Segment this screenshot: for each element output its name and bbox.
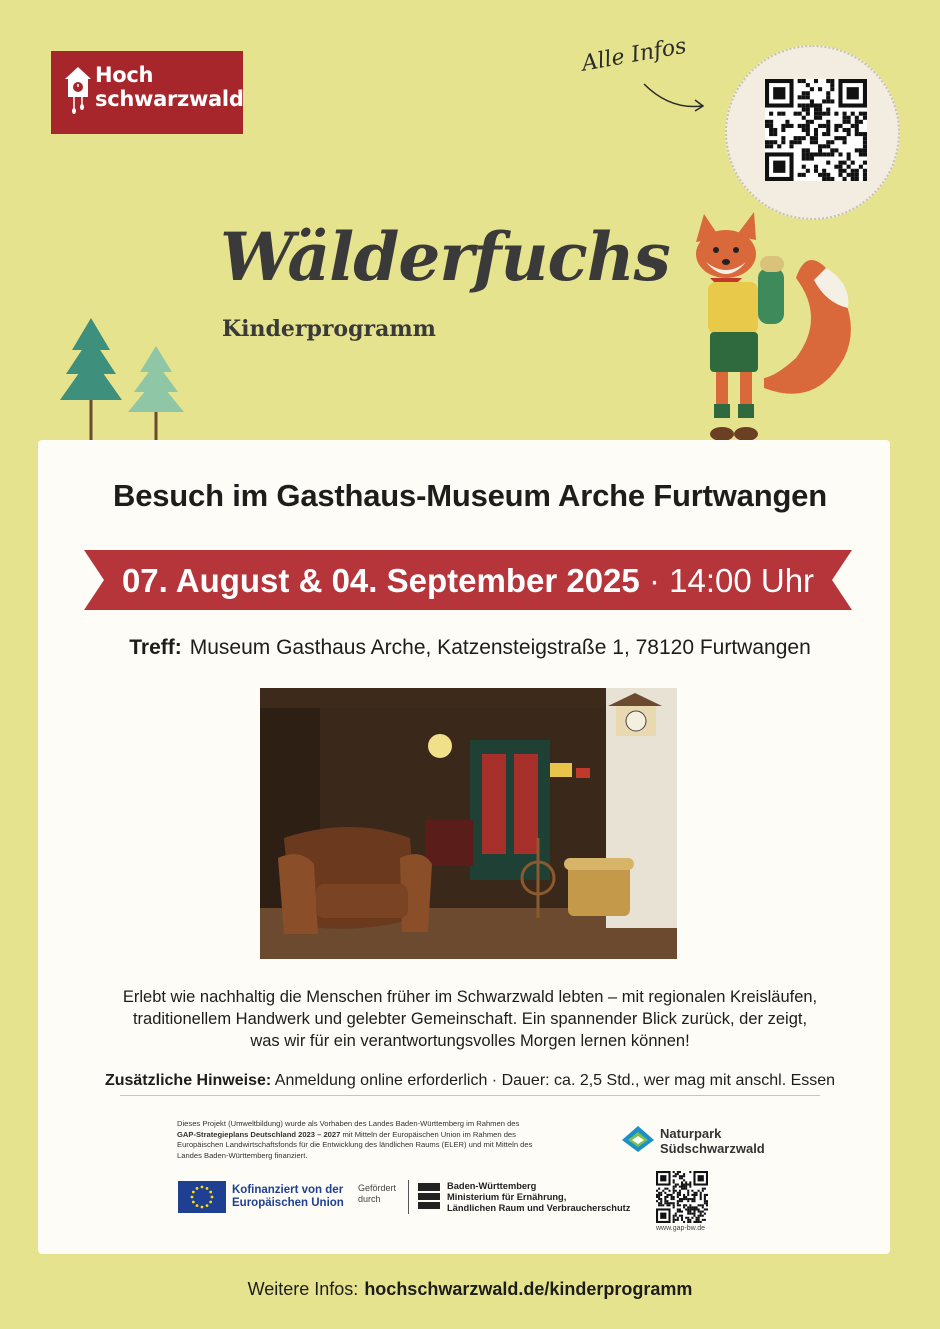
footer-info	[0, 1279, 940, 1300]
funding-line-2-rest: mit Mitteln der Europäischen Union im Rahmen des	[342, 1129, 516, 1139]
program-subtitle: Kinderprogramm	[222, 316, 436, 342]
arrow-icon	[640, 80, 710, 114]
bw-line-3: Ländlichen Raum und Verbraucherschutz	[447, 1203, 631, 1213]
qr-badge	[725, 45, 900, 220]
event-title: Besuch im Gasthaus-Museum Arche Furtwangen	[113, 478, 827, 513]
description-line-3: was wir für ein verantwortungsvolles Morgen lernen können!	[250, 1032, 690, 1050]
hints-text: Anmeldung online erforderlich · Dauer: ca. 2,5 Std., wer mag mit anschl. Essen	[274, 1072, 836, 1089]
logo-line-2: schwarzwald	[95, 87, 244, 111]
description-line-2: traditionellem Handwerk und gelebter Gemeinschaft. Ein spannender Blick zurück, der zeigt,	[132, 1010, 808, 1028]
bw-ministry-label	[447, 1181, 630, 1214]
footer-link[interactable]: hochschwarzwald.de/kinderprogramm	[364, 1279, 693, 1299]
gefoerdert-label	[358, 1183, 396, 1205]
eu-flag-icon	[178, 1181, 226, 1213]
funding-line-4: Landes Baden-Württemberg finanziert.	[177, 1150, 308, 1160]
description-line-1: Erlebt wie nachhaltig die Menschen früher im Schwarzwald lebten – mit regionalen Kreisläufen,	[122, 988, 818, 1006]
meet-location: Museum Gasthaus Arche, Katzensteigstraße 1, 78120 Furtwangen	[189, 636, 811, 659]
naturpark-logo-icon	[620, 1124, 656, 1154]
event-date-time	[84, 559, 852, 603]
hints-label: Zusätzliche Hinweise:	[104, 1072, 272, 1089]
logo-line-1: Hoch	[95, 63, 154, 87]
museum-interior-illustration	[260, 688, 677, 959]
funding-notice	[177, 1119, 557, 1161]
additional-hints	[0, 1072, 940, 1090]
naturpark-line-2: Südschwarzwald	[660, 1141, 765, 1156]
date-separator: ·	[648, 562, 660, 599]
eu-cofinanced-label	[232, 1184, 344, 1210]
bw-coat-of-arms-icon	[416, 1181, 442, 1211]
footer-label: Weitere Infos:	[247, 1279, 359, 1299]
bw-line-2: Ministerium für Ernährung,	[447, 1192, 567, 1202]
bw-line-1: Baden-Württemberg	[447, 1181, 537, 1191]
cuckoo-clock-icon	[63, 65, 93, 117]
event-time: 14:00 Uhr	[669, 562, 815, 599]
funding-line-2	[177, 1130, 557, 1141]
gefoerdert-line-1: Gefördert	[358, 1183, 397, 1193]
gefoerdert-line-2: durch	[358, 1194, 381, 1204]
museum-interior-photo	[260, 688, 677, 959]
program-title: Wälderfuchs	[220, 218, 670, 296]
alle-infos-label: Alle Infos	[580, 33, 689, 77]
qr-url: www.gap-bw.de	[656, 1225, 706, 1232]
event-dates: 07. August & 04. September 2025	[121, 562, 640, 599]
qr-code-small-icon[interactable]	[656, 1171, 708, 1223]
divider-vertical	[408, 1180, 409, 1214]
fox-mascot-icon	[676, 208, 866, 448]
fir-trees-icon	[58, 316, 198, 448]
funding-line-2-bold: GAP-Strategieplans Deutschland 2023 – 2027	[177, 1129, 341, 1139]
eu-line-1: Kofinanziert von der	[232, 1184, 344, 1196]
logo-wordmark	[95, 63, 244, 111]
meeting-point	[0, 636, 940, 660]
naturpark-line-1: Naturpark	[660, 1126, 722, 1141]
hochschwarzwald-logo[interactable]	[51, 51, 243, 134]
eu-line-2: Europäischen Union	[232, 1197, 344, 1209]
divider	[120, 1095, 820, 1096]
eu-stars	[178, 1181, 226, 1213]
naturpark-label	[660, 1126, 765, 1156]
funding-line-1: Dieses Projekt (Umweltbildung) wurde als Vorhaben des Landes Baden-Württemberg im Rahmen des	[177, 1119, 520, 1128]
event-description	[60, 986, 880, 1052]
meet-label: Treff:	[129, 636, 182, 659]
qr-code-icon[interactable]	[765, 79, 867, 181]
funding-line-3: Europäischen Landwirtschaftsfonds für die Entwicklung des ländlichen Raums (ELER) und mit Mitteln des	[177, 1140, 533, 1149]
